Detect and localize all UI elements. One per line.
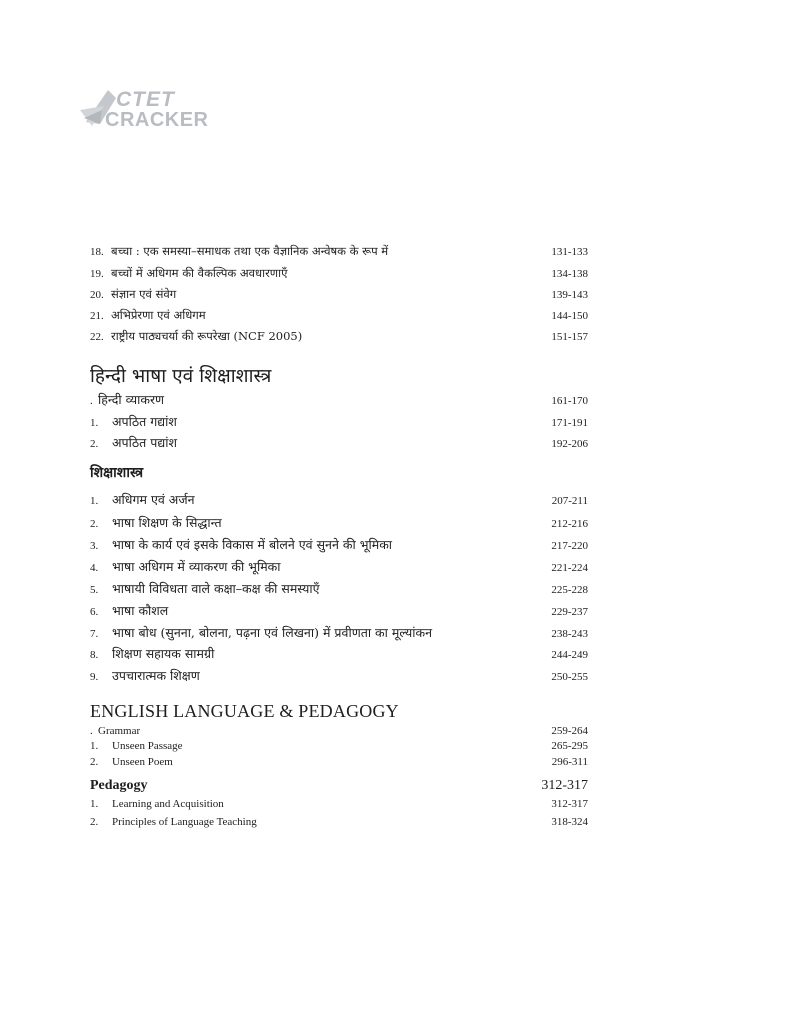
item-pages: 250-255 — [551, 671, 588, 683]
section-heading-hindi: हिन्दी भाषा एवं शिक्षाशास्त्र — [90, 365, 272, 387]
item-title: बच्चों में अधिगम की वैकल्पिक अवधारणाएँ — [111, 266, 288, 280]
item-title: अधिगम एवं अर्जन — [112, 492, 195, 507]
item-title: Unseen Passage — [112, 740, 183, 752]
item-title: हिन्दी व्याकरण — [98, 392, 165, 407]
item-pages: 171-191 — [551, 417, 588, 429]
item-title: भाषा कौशल — [112, 603, 169, 618]
item-number: 7. — [90, 628, 99, 640]
item-pages: 265-295 — [551, 740, 588, 752]
section-heading-hindi-pedagogy: शिक्षाशास्त्र — [90, 465, 144, 481]
item-pages: 229-237 — [551, 606, 588, 618]
item-number: 1. — [90, 417, 99, 429]
item-pages: 151-157 — [551, 331, 588, 343]
item-title: भाषा अधिगम में व्याकरण की भूमिका — [112, 559, 281, 574]
section-heading-english-pedagogy — [90, 778, 588, 794]
toc-row — [90, 645, 588, 662]
toc-row — [90, 725, 588, 737]
item-number: 3. — [90, 540, 99, 552]
toc-row — [90, 536, 588, 553]
item-pages: 207-211 — [551, 495, 588, 507]
item-number: 5. — [90, 584, 99, 596]
item-title: Learning and Acquisition — [112, 798, 224, 810]
toc-row — [90, 308, 588, 323]
item-pages: 318-324 — [551, 816, 588, 828]
toc-row — [90, 816, 588, 828]
item-title: संज्ञान एवं संवेग — [111, 287, 177, 301]
item-pages: 221-224 — [551, 562, 588, 574]
item-title: अपठित पद्यांश — [112, 435, 177, 450]
item-pages: 259-264 — [551, 725, 588, 737]
item-number: . — [90, 725, 93, 737]
toc-row — [90, 413, 588, 430]
item-number: 1. — [90, 740, 99, 752]
item-pages: 217-220 — [551, 540, 588, 552]
item-title: बच्चा : एक समस्या–समाधक तथा एक वैज्ञानिक अन्वेषक के रूप में — [111, 244, 389, 258]
item-number: 2. — [90, 756, 99, 768]
item-title: भाषायी विविधता वाले कक्षा–कक्ष की समस्याएँ — [112, 581, 320, 596]
item-number: 2. — [90, 438, 99, 450]
toc-row — [90, 514, 588, 531]
item-title: Principles of Language Teaching — [112, 816, 257, 828]
item-number: 1. — [90, 798, 99, 810]
item-number: 18. — [90, 246, 104, 258]
pedagogy-heading-pages: 312-317 — [541, 778, 588, 793]
item-pages: 296-311 — [551, 756, 588, 768]
section-heading-english: ENGLISH LANGUAGE & PEDAGOGY — [90, 701, 399, 721]
logo-line2: CRACKER — [105, 109, 209, 131]
item-number: 20. — [90, 289, 104, 301]
toc-row — [90, 434, 588, 451]
item-title: उपचारात्मक शिक्षण — [112, 668, 200, 683]
item-pages: 212-216 — [551, 518, 588, 530]
item-title: भाषा शिक्षण के सिद्धान्त — [112, 515, 222, 530]
item-pages: 238-243 — [551, 628, 588, 640]
item-number: 4. — [90, 562, 99, 574]
item-title: अभिप्रेरणा एवं अधिगम — [111, 308, 206, 322]
item-number: . — [90, 395, 93, 407]
toc-row — [90, 756, 588, 768]
item-title: भाषा बोध (सुनना, बोलना, पढ़ना एवं लिखना) में प्रवीणता का मूल्यांकन — [112, 625, 433, 640]
ctet-cracker-logo — [78, 88, 209, 134]
item-pages: 244-249 — [551, 649, 588, 661]
logo-line1: CTET — [116, 88, 175, 111]
toc-row — [90, 558, 588, 575]
item-number: 8. — [90, 649, 99, 661]
toc-row — [90, 798, 588, 810]
item-pages: 312-317 — [551, 798, 588, 810]
item-pages: 131-133 — [551, 246, 588, 258]
item-title: भाषा के कार्य एवं इसके विकास में बोलने एवं सुनने की भूमिका — [112, 537, 393, 552]
item-title: राष्ट्रीय पाठ्यचर्या की रूपरेखा (NCF 2005) — [111, 329, 303, 343]
item-number: 21. — [90, 310, 104, 322]
item-number: 9. — [90, 671, 99, 683]
toc-row — [90, 491, 588, 508]
item-title: Unseen Poem — [112, 756, 173, 768]
pedagogy-heading-title: Pedagogy — [90, 778, 148, 793]
item-title: Grammar — [98, 725, 141, 737]
item-number: 6. — [90, 606, 99, 618]
item-number: 2. — [90, 518, 99, 530]
item-pages: 161-170 — [551, 395, 588, 407]
item-number: 22. — [90, 331, 104, 343]
toc-row — [90, 667, 588, 684]
item-pages: 134-138 — [551, 268, 588, 280]
toc-row — [90, 580, 588, 597]
item-number: 19. — [90, 268, 104, 280]
item-title: अपठित गद्यांश — [112, 414, 177, 429]
item-pages: 139-143 — [551, 289, 588, 301]
toc-row — [90, 391, 588, 408]
toc-row — [90, 624, 588, 641]
toc-row — [90, 602, 588, 619]
toc-row — [90, 287, 588, 302]
item-pages: 225-228 — [551, 584, 588, 596]
item-number: 2. — [90, 816, 99, 828]
item-pages: 192-206 — [551, 438, 588, 450]
item-number: 1. — [90, 495, 99, 507]
toc-row — [90, 266, 588, 281]
toc-row — [90, 244, 588, 259]
toc-row — [90, 329, 588, 344]
toc-row — [90, 740, 588, 752]
item-pages: 144-150 — [551, 310, 588, 322]
item-title: शिक्षण सहायक सामग्री — [112, 646, 215, 661]
